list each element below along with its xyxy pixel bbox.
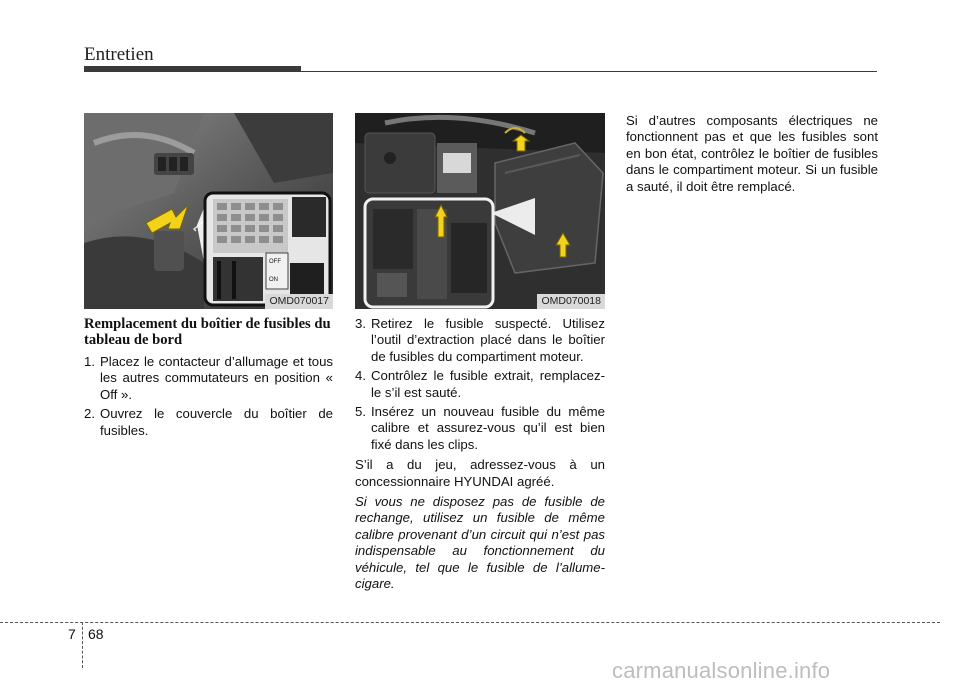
engine-illustration bbox=[355, 113, 605, 309]
list-item bbox=[355, 316, 605, 365]
step-text: Contrôlez le fusible extrait, remplacez-le s’il est sauté. bbox=[371, 368, 605, 400]
step-number: 1. bbox=[84, 354, 95, 369]
spare-fuse-note: Si vous ne disposez pas de fusible de rechange, utilisez un fusible de même calibre provenant d’un circuit qui n’est pas indispensable au fonctionnement du véhicule, tel que le fusible de l’allume-cigare. bbox=[355, 494, 605, 592]
list-item bbox=[355, 368, 605, 401]
step-number: 4. bbox=[355, 368, 366, 384]
step-text: Placez le contacteur d’allumage et tous les autres commutateurs en position « Off ». bbox=[100, 354, 333, 402]
off-label: OFF bbox=[269, 259, 281, 265]
figure-code: OMD070017 bbox=[265, 294, 333, 309]
page-header-title: Entretien bbox=[84, 44, 154, 65]
column-1 bbox=[84, 316, 333, 443]
list-item bbox=[84, 354, 333, 403]
chapter-number: 7 bbox=[68, 626, 76, 642]
step-text: Retirez le fusible suspecté. Utilisez l’outil d’extraction placé dans le boîtier de fusibles du compartiment moteur. bbox=[371, 316, 605, 364]
watermark: carmanualsonline.info bbox=[612, 658, 831, 683]
page-number: 68 bbox=[88, 626, 104, 642]
engine-fuse-check-note: Si d’autres composants électriques ne fonctionnent pas et que les fusibles sont en bon état, contrôlez le boîtier de fusibles dans le compartiment moteur. Si un fusible a sauté, il doit être remplacé. bbox=[626, 113, 878, 194]
footer-rule bbox=[0, 622, 940, 623]
step-number: 3. bbox=[355, 316, 366, 331]
figure-dashboard-fuse-panel bbox=[84, 113, 333, 309]
step-number: 5. bbox=[355, 404, 366, 420]
dashboard-illustration bbox=[84, 113, 333, 309]
column-2 bbox=[355, 316, 605, 597]
column-3 bbox=[626, 113, 878, 199]
step-text: Insérez un nouveau fusible du même calibre et assurez-vous qu’il est bien fixé dans les clips. bbox=[371, 404, 605, 452]
dealer-note: S’il a du jeu, adressez-vous à un concessionnaire HYUNDAI agréé. bbox=[355, 457, 605, 489]
list-item bbox=[355, 404, 605, 453]
on-label: ON bbox=[269, 277, 278, 283]
header-rule-thin bbox=[84, 71, 877, 72]
steps-list bbox=[84, 354, 333, 439]
footer-divider bbox=[82, 622, 83, 668]
steps-list bbox=[355, 316, 605, 453]
step-number: 2. bbox=[84, 406, 95, 422]
step-text: Ouvrez le couvercle du boîtier de fusibles. bbox=[100, 406, 333, 438]
figure-code: OMD070018 bbox=[537, 294, 605, 309]
section-title: Remplacement du boîtier de fusibles du tableau de bord bbox=[84, 316, 331, 348]
list-item bbox=[84, 406, 333, 439]
figure-engine-fuse-box bbox=[355, 113, 605, 309]
